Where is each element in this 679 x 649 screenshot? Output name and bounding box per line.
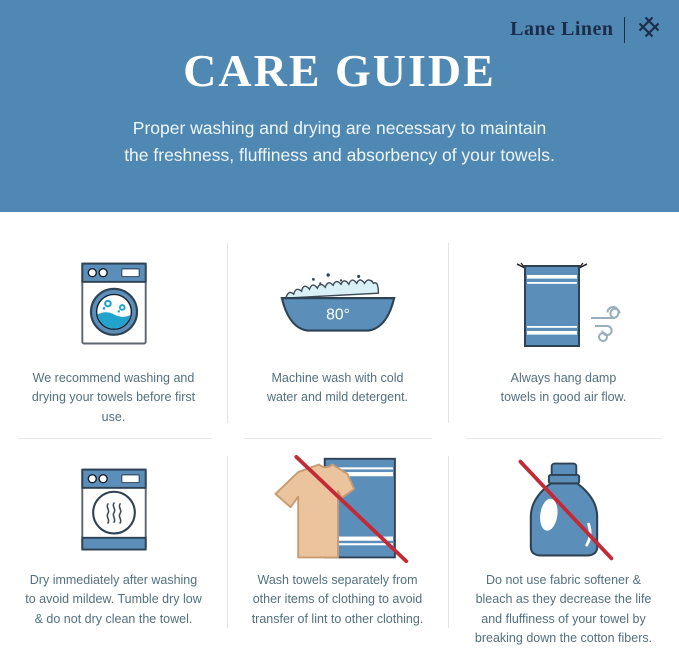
- wash-basin-icon: [274, 254, 402, 354]
- washing-machine-icon: [81, 254, 147, 354]
- caption-line: water and mild detergent.: [266, 390, 409, 405]
- card-dry-immediately: [0, 438, 227, 635]
- card-no-softener: [448, 438, 679, 646]
- caption-line: Wash towels separately from: [257, 573, 418, 587]
- caption-line: and fluffiness of your towel by: [481, 611, 646, 626]
- caption-line: to avoid mildew. Tumble dry low: [25, 592, 202, 607]
- no-mixed-washing-icon: [262, 458, 414, 562]
- caption-line: Do not use fabric softener &: [486, 573, 641, 587]
- card-wash-before-use: [0, 212, 227, 438]
- column-divider: [448, 243, 449, 423]
- care-caption: [501, 369, 627, 408]
- caption-line: transfer of lint to other clothing.: [251, 611, 424, 626]
- caption-line: & do not dry clean the towel.: [34, 611, 193, 626]
- caption-line: breaking down the cotton fibers.: [474, 631, 653, 646]
- header-banner: [0, 0, 679, 212]
- caption-line: Always hang damp: [510, 371, 617, 385]
- caption-line: bleach as they decrease the life: [475, 592, 652, 607]
- row-divider: [18, 438, 212, 439]
- page-title: CARE GUIDE: [183, 45, 496, 96]
- temperature-label: 80°: [325, 306, 350, 324]
- caption-line: We recommend washing and: [32, 371, 195, 385]
- no-fabric-softener-icon: [505, 458, 623, 562]
- care-caption: [267, 369, 408, 408]
- card-wash-separately: [227, 438, 448, 635]
- caption-line: Dry immediately after washing: [29, 573, 198, 587]
- card-air-dry: [448, 212, 679, 438]
- caption-line: drying your towels before first: [31, 390, 196, 405]
- caption-line: Machine wash with cold: [271, 371, 404, 385]
- hanging-towel-airflow-icon: [501, 254, 627, 354]
- row-divider: [466, 438, 662, 439]
- care-caption: [475, 571, 652, 649]
- care-tips-grid: [0, 212, 679, 646]
- caption-line: use.: [101, 409, 126, 424]
- wind-icon: [591, 307, 620, 341]
- card-cold-wash: [227, 212, 448, 438]
- tumble-dryer-icon: [81, 458, 147, 562]
- care-caption: [32, 369, 195, 427]
- caption-line: towels in good air flow.: [500, 390, 627, 405]
- weave-logo-icon: [635, 13, 663, 46]
- bottle-cap: [551, 464, 576, 475]
- row-divider: [244, 438, 432, 439]
- column-divider: [227, 243, 228, 423]
- column-divider: [227, 456, 228, 628]
- subtitle-line: the freshness, fluffiness and absorbency of your towels.: [124, 145, 555, 166]
- page-subtitle: [0, 115, 679, 169]
- brand-separator: [624, 17, 626, 43]
- brand-name: Lane Linen: [510, 18, 614, 40]
- column-divider: [448, 456, 449, 628]
- subtitle-line: Proper washing and drying are necessary to maintain: [132, 118, 547, 138]
- brand-row: [510, 13, 663, 46]
- care-caption: [252, 571, 424, 629]
- care-caption: [25, 571, 201, 629]
- caption-line: other items of clothing to avoid: [252, 592, 423, 607]
